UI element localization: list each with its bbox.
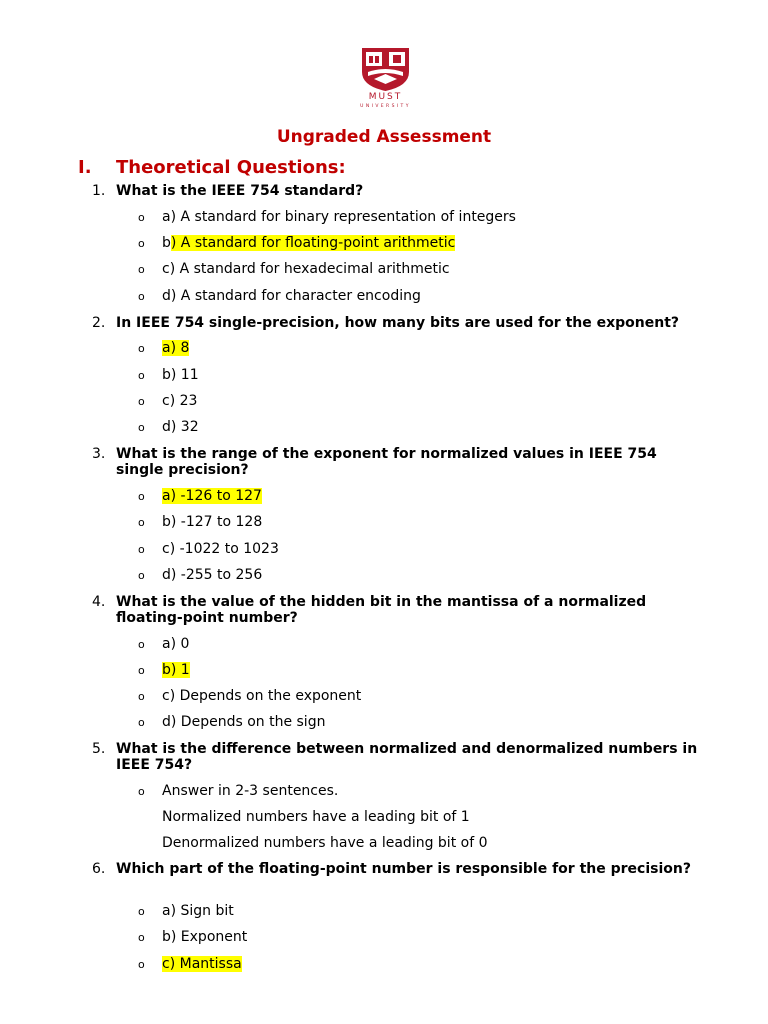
logo-subtitle: UNIVERSITY (360, 104, 411, 109)
logo-name: MUST (368, 92, 403, 102)
question-number: 5. (92, 741, 106, 757)
bullet-icon: o (138, 690, 145, 703)
answer-option: b) A standard for floating-point arithmetic (162, 235, 456, 251)
document-title: Ungraded Assessment (276, 127, 492, 147)
question-text: What is the difference between normalized and denormalized numbers in IEEE 754? (116, 741, 698, 773)
answer-option: a) 8 (162, 340, 190, 356)
question-text: Which part of the floating-point number is responsible for the precision? (116, 861, 691, 877)
answer-option: c) 23 (162, 393, 198, 409)
question-text: What is the range of the exponent for normalized values in IEEE 754 single precision? (116, 446, 657, 478)
answer-option: c) -1022 to 1023 (162, 541, 279, 557)
question-number: 6. (92, 861, 106, 877)
answer-option: d) A standard for character encoding (162, 288, 421, 304)
answer-option: b) -127 to 128 (162, 514, 263, 530)
answer-line: Denormalized numbers have a leading bit of 0 (162, 835, 488, 851)
question-text: In IEEE 754 single-precision, how many bits are used for the exponent? (116, 315, 680, 331)
bullet-icon: o (138, 490, 145, 503)
bullet-icon: o (138, 395, 145, 408)
answer-option: d) 32 (162, 419, 199, 435)
answer-option: a) Sign bit (162, 903, 234, 919)
answer-line: Normalized numbers have a leading bit of 1 (162, 809, 470, 825)
bullet-icon: o (138, 263, 145, 276)
question-number: 3. (92, 446, 106, 462)
answer-option: c) A standard for hexadecimal arithmetic (162, 261, 450, 277)
bullet-icon: o (138, 638, 145, 651)
section-title: Theoretical Questions: (116, 157, 346, 178)
answer-instruction: Answer in 2-3 sentences. (162, 783, 339, 799)
bullet-icon: o (138, 369, 145, 382)
answer-option: c) Depends on the exponent (162, 688, 362, 704)
answer-option: b) 1 (162, 662, 190, 678)
bullet-icon: o (138, 958, 145, 971)
question-number: 4. (92, 594, 106, 610)
answer-option: d) -255 to 256 (162, 567, 263, 583)
bullet-icon: o (138, 342, 145, 355)
bullet-icon: o (138, 421, 145, 434)
bullet-icon: o (138, 237, 145, 250)
bullet-icon: o (138, 569, 145, 582)
answer-option: d) Depends on the sign (162, 714, 326, 730)
bullet-icon: o (138, 211, 145, 224)
question-number: 2. (92, 315, 106, 331)
bullet-icon: o (138, 716, 145, 729)
bullet-icon: o (138, 543, 145, 556)
answer-option: a) -126 to 127 (162, 488, 262, 504)
answer-option: c) Mantissa (162, 956, 242, 972)
bullet-icon: o (138, 931, 145, 944)
shield-icon (348, 46, 423, 92)
answer-option: a) A standard for binary representation of integers (162, 209, 516, 225)
answer-option: a) 0 (162, 636, 190, 652)
bullet-icon: o (138, 785, 145, 798)
question-text: What is the IEEE 754 standard? (116, 183, 364, 199)
question-number: 1. (92, 183, 106, 199)
university-logo (348, 46, 423, 114)
bullet-icon: o (138, 664, 145, 677)
section-number: I. (78, 157, 92, 178)
bullet-icon: o (138, 905, 145, 918)
answer-option: b) 11 (162, 367, 199, 383)
bullet-icon: o (138, 290, 145, 303)
answer-option: b) Exponent (162, 929, 248, 945)
bullet-icon: o (138, 516, 145, 529)
question-text: What is the value of the hidden bit in the mantissa of a normalized floating-point number? (116, 594, 647, 626)
